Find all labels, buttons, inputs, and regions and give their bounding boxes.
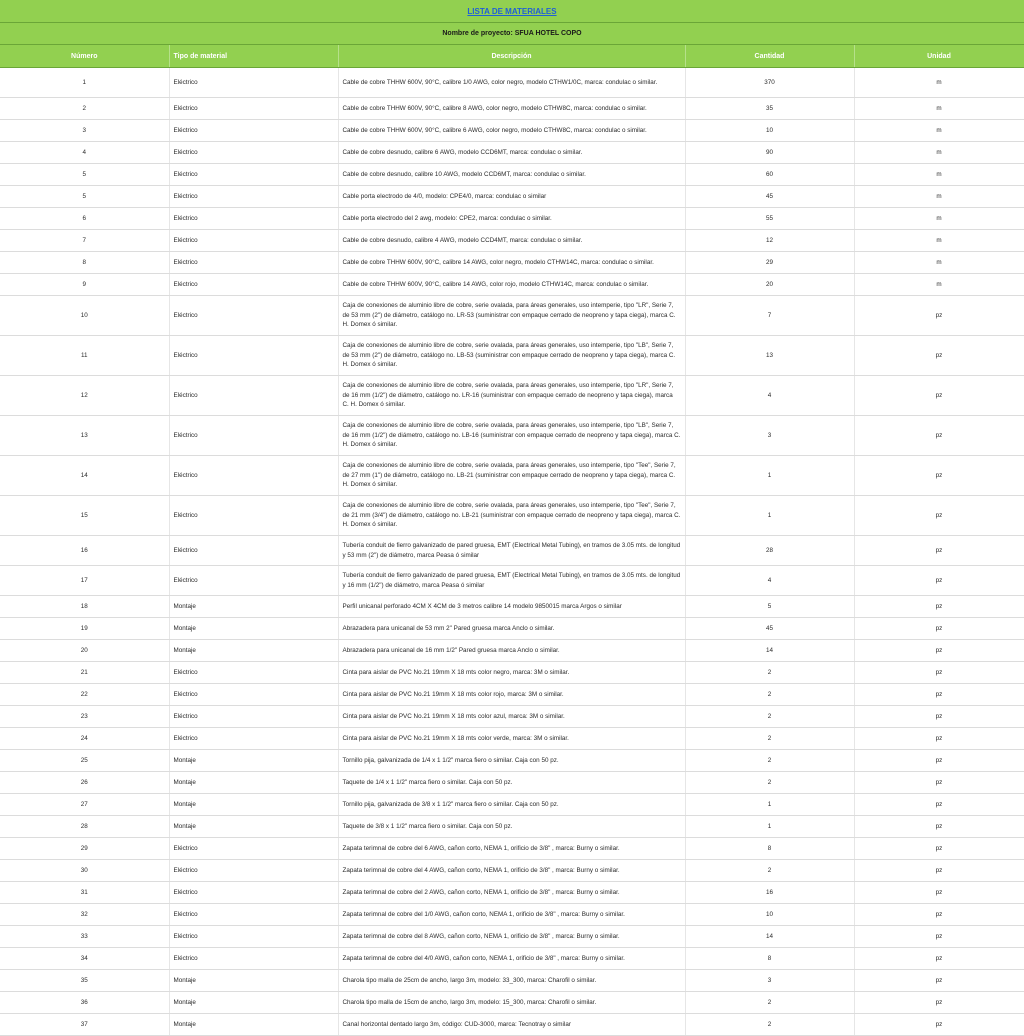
row-description: Caja de conexiones de aluminio libre de cobre, serie ovalada, para áreas generales, uso intemperie, tipo "Tee", Serie 7, de 27 mm (1") de diámetro, catálogo no. LB-21 (suministrar con empaque cerrado de neopreno y tapa ciega), marca C. H. Domex ó similar. [338,456,685,496]
row-number: 17 [0,566,169,596]
row-material-type: Montaje [169,970,338,992]
row-material-type: Eléctrico [169,296,338,336]
table-row [0,98,1024,120]
row-description: Cinta para aislar de PVC No.21 19mm X 18 mts color azul, marca: 3M o similar. [338,706,685,728]
row-number: 33 [0,926,169,948]
row-unit: pz [854,596,1024,618]
table-row [0,838,1024,860]
row-quantity: 8 [685,838,854,860]
header-numero: Número [0,45,169,68]
row-material-type: Eléctrico [169,926,338,948]
row-number: 18 [0,596,169,618]
row-description: Zapata terimnal de cobre del 1/0 AWG, cañon corto, NEMA 1, orificio de 3/8" , marca: Burny o similar. [338,904,685,926]
row-material-type: Eléctrico [169,728,338,750]
row-material-type: Eléctrico [169,566,338,596]
row-material-type: Montaje [169,772,338,794]
row-quantity: 2 [685,662,854,684]
row-description: Cinta para aislar de PVC No.21 19mm X 18 mts color negro, marca: 3M o similar. [338,662,685,684]
row-description: Cinta para aislar de PVC No.21 19mm X 18 mts color verde, marca: 3M o similar. [338,728,685,750]
row-unit: m [854,252,1024,274]
table-row [0,596,1024,618]
row-quantity: 2 [685,750,854,772]
row-unit: pz [854,794,1024,816]
row-number: 19 [0,618,169,640]
row-unit: pz [854,662,1024,684]
row-quantity: 5 [685,596,854,618]
row-description: Cable de cobre desnudo, calibre 6 AWG, modelo CCD6MT, marca: condulac o similar. [338,142,685,164]
row-number: 24 [0,728,169,750]
header-unidad: Unidad [854,45,1024,68]
table-row [0,948,1024,970]
row-number: 25 [0,750,169,772]
table-row [0,992,1024,1014]
row-unit: pz [854,948,1024,970]
row-description: Cable de cobre THHW 600V, 90°C, calibre 6 AWG, color negro, modelo CTHW8C, marca: condulac o similar. [338,120,685,142]
row-number: 9 [0,274,169,296]
row-number: 35 [0,970,169,992]
row-unit: m [854,208,1024,230]
row-material-type: Eléctrico [169,904,338,926]
row-unit: m [854,68,1024,98]
row-unit: pz [854,926,1024,948]
materials-table [0,45,1024,1036]
table-row [0,336,1024,376]
row-unit: pz [854,566,1024,596]
row-unit: pz [854,992,1024,1014]
table-row [0,706,1024,728]
row-number: 31 [0,882,169,904]
project-name: Nombre de proyecto: SFUA HOTEL COPO [0,23,1024,45]
row-unit: m [854,142,1024,164]
table-row [0,230,1024,252]
row-quantity: 60 [685,164,854,186]
row-description: Zapata terimnal de cobre del 6 AWG, cañon corto, NEMA 1, orificio de 3/8" , marca: Burny o similar. [338,838,685,860]
row-description: Cinta para aislar de PVC No.21 19mm X 18 mts color rojo, marca: 3M o similar. [338,684,685,706]
table-row [0,416,1024,456]
table-row [0,618,1024,640]
table-row [0,728,1024,750]
row-unit: pz [854,882,1024,904]
row-unit: pz [854,860,1024,882]
row-quantity: 90 [685,142,854,164]
row-description: Zapata terimnal de cobre del 4/0 AWG, cañon corto, NEMA 1, orificio de 3/8" , marca: Burny o similar. [338,948,685,970]
row-material-type: Eléctrico [169,230,338,252]
row-description: Tubería conduit de fierro galvanizado de pared gruesa, EMT (Electrical Metal Tubing), en tramos de 3.05 mts. de longitud y 53 mm (2") de diámetro, marca Peasa ó similar [338,536,685,566]
row-number: 32 [0,904,169,926]
row-number: 16 [0,536,169,566]
table-row [0,772,1024,794]
row-number: 14 [0,456,169,496]
table-row [0,662,1024,684]
table-row [0,566,1024,596]
table-row [0,970,1024,992]
row-description: Charola tipo malla de 25cm de ancho, largo 3m, modelo: 33_300, marca: Charofil o similar. [338,970,685,992]
row-quantity: 45 [685,618,854,640]
row-material-type: Eléctrico [169,838,338,860]
table-row [0,208,1024,230]
row-description: Taquete de 3/8 x 1 1/2" marca fiero o similar. Caja con 50 pz. [338,816,685,838]
row-number: 15 [0,496,169,536]
table-row [0,882,1024,904]
row-unit: pz [854,772,1024,794]
row-description: Taquete de 1/4 x 1 1/2" marca fiero o similar. Caja con 50 pz. [338,772,685,794]
row-description: Abrazadera para unicanal de 16 mm 1/2" Pared gruesa marca Anclo o similar. [338,640,685,662]
row-unit: pz [854,536,1024,566]
row-quantity: 13 [685,336,854,376]
row-quantity: 4 [685,376,854,416]
row-material-type: Eléctrico [169,456,338,496]
row-unit: pz [854,376,1024,416]
row-quantity: 20 [685,274,854,296]
table-row [0,860,1024,882]
row-material-type: Eléctrico [169,376,338,416]
table-row [0,816,1024,838]
row-quantity: 7 [685,296,854,336]
row-material-type: Eléctrico [169,336,338,376]
row-unit: m [854,186,1024,208]
table-row [0,456,1024,496]
row-number: 23 [0,706,169,728]
row-quantity: 4 [685,566,854,596]
row-unit: pz [854,728,1024,750]
table-row [0,536,1024,566]
row-quantity: 28 [685,536,854,566]
row-material-type: Eléctrico [169,662,338,684]
row-description: Cable de cobre THHW 600V, 90°C, calibre 1/0 AWG, color negro, modelo CTHW1/0C, marca: condulac o similar. [338,68,685,98]
row-material-type: Eléctrico [169,706,338,728]
row-unit: pz [854,838,1024,860]
row-number: 13 [0,416,169,456]
row-number: 5 [0,164,169,186]
row-quantity: 2 [685,772,854,794]
row-material-type: Eléctrico [169,416,338,456]
row-material-type: Eléctrico [169,98,338,120]
row-quantity: 3 [685,416,854,456]
table-row [0,376,1024,416]
table-row [0,926,1024,948]
row-number: 21 [0,662,169,684]
row-quantity: 1 [685,794,854,816]
row-unit: pz [854,970,1024,992]
row-number: 36 [0,992,169,1014]
row-description: Cable porta electrodo del 2 awg, modelo: CPE2, marca: condulac o similar. [338,208,685,230]
row-unit: pz [854,336,1024,376]
table-row [0,904,1024,926]
row-description: Caja de conexiones de aluminio libre de cobre, serie ovalada, para áreas generales, uso intemperie, tipo "LR", Serie 7, de 16 mm (1/2") de diámetro, catálogo no. LR-16 (suministrar con empaque cerrado de neopreno y tapa ciega), marca C. H. Domex ó similar. [338,376,685,416]
row-number: 28 [0,816,169,838]
sheet-title-link[interactable]: LISTA DE MATERIALES [467,6,557,16]
row-unit: pz [854,706,1024,728]
row-material-type: Eléctrico [169,186,338,208]
row-description: Canal horizontal dentado largo 3m, código: CUD-3000, marca: Tecnotray o similar [338,1014,685,1036]
row-description: Tornillo pija, galvanizada de 3/8 x 1 1/2" marca fiero o similar. Caja con 50 pz. [338,794,685,816]
row-material-type: Montaje [169,1014,338,1036]
row-description: Perfil unicanal perforado 4CM X 4CM de 3 metros calibre 14 modelo 9850015 marca Argos o similar [338,596,685,618]
row-unit: m [854,98,1024,120]
row-number: 7 [0,230,169,252]
row-description: Cable de cobre THHW 600V, 90°C, calibre 8 AWG, color negro, modelo CTHW8C, marca: condulac o similar. [338,98,685,120]
row-unit: pz [854,816,1024,838]
table-row [0,120,1024,142]
row-unit: m [854,164,1024,186]
row-material-type: Montaje [169,640,338,662]
row-quantity: 16 [685,882,854,904]
table-row [0,794,1024,816]
table-row [0,684,1024,706]
row-quantity: 2 [685,1014,854,1036]
row-description: Zapata terimnal de cobre del 2 AWG, cañon corto, NEMA 1, orificio de 3/8" , marca: Burny o similar. [338,882,685,904]
row-number: 11 [0,336,169,376]
table-row [0,186,1024,208]
row-number: 37 [0,1014,169,1036]
row-unit: pz [854,618,1024,640]
row-material-type: Montaje [169,992,338,1014]
table-row [0,68,1024,98]
row-description: Zapata terimnal de cobre del 4 AWG, cañon corto, NEMA 1, orificio de 3/8" , marca: Burny o similar. [338,860,685,882]
row-number: 5 [0,186,169,208]
row-unit: pz [854,496,1024,536]
row-unit: pz [854,750,1024,772]
row-quantity: 35 [685,98,854,120]
row-unit: pz [854,1014,1024,1036]
row-material-type: Eléctrico [169,252,338,274]
row-number: 1 [0,68,169,98]
row-quantity: 1 [685,456,854,496]
row-material-type: Eléctrico [169,496,338,536]
row-quantity: 55 [685,208,854,230]
row-number: 8 [0,252,169,274]
table-row [0,252,1024,274]
row-material-type: Eléctrico [169,164,338,186]
row-material-type: Eléctrico [169,120,338,142]
row-number: 30 [0,860,169,882]
row-material-type: Montaje [169,618,338,640]
row-quantity: 3 [685,970,854,992]
row-material-type: Eléctrico [169,948,338,970]
row-number: 4 [0,142,169,164]
row-unit: m [854,274,1024,296]
row-material-type: Eléctrico [169,142,338,164]
row-quantity: 29 [685,252,854,274]
table-row [0,274,1024,296]
row-description: Cable de cobre THHW 600V, 90°C, calibre 14 AWG, color negro, modelo CTHW14C, marca: condulac o similar. [338,252,685,274]
row-quantity: 10 [685,120,854,142]
table-row [0,750,1024,772]
row-description: Caja de conexiones de aluminio libre de cobre, serie ovalada, para áreas generales, uso intemperie, tipo "Tee", Serie 7, de 21 mm (3/4") de diámetro, catálogo no. LB-21 (suministrar con empaque cerrado de neopreno y tapa ciega), marca C. H. Domex ó similar. [338,496,685,536]
row-quantity: 45 [685,186,854,208]
row-number: 20 [0,640,169,662]
row-quantity: 2 [685,706,854,728]
table-row [0,142,1024,164]
row-unit: pz [854,904,1024,926]
row-material-type: Eléctrico [169,68,338,98]
row-description: Caja de conexiones de aluminio libre de cobre, serie ovalada, para áreas generales, uso intemperie, tipo "LB", Serie 7, de 16 mm (1/2") de diámetro, catálogo no. LB-16 (suministrar con empaque cerrado de neopreno y tapa ciega), marca C. H. Domex ó similar. [338,416,685,456]
table-row [0,496,1024,536]
row-description: Cable de cobre THHW 600V, 90°C, calibre 14 AWG, color rojo, modelo CTHW14C, marca: condulac o similar. [338,274,685,296]
table-row [0,1014,1024,1036]
row-unit: pz [854,296,1024,336]
row-material-type: Eléctrico [169,208,338,230]
row-number: 26 [0,772,169,794]
row-material-type: Eléctrico [169,860,338,882]
row-material-type: Eléctrico [169,882,338,904]
row-description: Cable de cobre desnudo, calibre 4 AWG, modelo CCD4MT, marca: condulac o similar. [338,230,685,252]
row-unit: pz [854,684,1024,706]
row-material-type: Eléctrico [169,536,338,566]
row-description: Abrazadera para unicanal de 53 mm 2" Pared gruesa marca Anclo o similar. [338,618,685,640]
header-cantidad: Cantidad [685,45,854,68]
header-descripcion: Descripción [338,45,685,68]
row-material-type: Eléctrico [169,274,338,296]
table-row [0,296,1024,336]
row-quantity: 14 [685,640,854,662]
row-number: 34 [0,948,169,970]
row-quantity: 10 [685,904,854,926]
row-quantity: 2 [685,684,854,706]
row-description: Cable de cobre desnudo, calibre 10 AWG, modelo CCD6MT, marca: condulac o similar. [338,164,685,186]
row-quantity: 8 [685,948,854,970]
row-number: 29 [0,838,169,860]
row-description: Zapata terimnal de cobre del 8 AWG, cañon corto, NEMA 1, orificio de 3/8" , marca: Burny o similar. [338,926,685,948]
row-unit: m [854,230,1024,252]
row-material-type: Eléctrico [169,684,338,706]
row-description: Tornillo pija, galvanizada de 1/4 x 1 1/2" marca fiero o similar. Caja con 50 pz. [338,750,685,772]
row-number: 2 [0,98,169,120]
row-quantity: 12 [685,230,854,252]
row-unit: pz [854,640,1024,662]
row-quantity: 2 [685,860,854,882]
row-number: 27 [0,794,169,816]
row-material-type: Montaje [169,816,338,838]
row-description: Charola tipo malla de 15cm de ancho, largo 3m, modelo: 15_300, marca: Charofil o similar. [338,992,685,1014]
header-tipo: Tipo de material [169,45,338,68]
row-number: 6 [0,208,169,230]
row-quantity: 1 [685,816,854,838]
row-number: 12 [0,376,169,416]
row-quantity: 2 [685,992,854,1014]
row-number: 3 [0,120,169,142]
header-row [0,45,1024,68]
row-description: Cable porta electrodo de 4/0, modelo: CPE4/0, marca: condulac o similar [338,186,685,208]
row-number: 10 [0,296,169,336]
row-unit: pz [854,456,1024,496]
row-description: Caja de conexiones de aluminio libre de cobre, serie ovalada, para áreas generales, uso intemperie, tipo "LB", Serie 7, de 53 mm (2") de diámetro, catálogo no. LB-53 (suministrar con empaque cerrado de neopreno y tapa ciega), marca C. H. Domex ó similar. [338,336,685,376]
row-material-type: Montaje [169,794,338,816]
row-description: Tubería conduit de fierro galvanizado de pared gruesa, EMT (Electrical Metal Tubing), en tramos de 3.05 mts. de longitud y 16 mm (1/2") de diámetro, marca Peasa ó similar [338,566,685,596]
row-quantity: 370 [685,68,854,98]
row-description: Caja de conexiones de aluminio libre de cobre, serie ovalada, para áreas generales, uso intemperie, tipo "LR", Serie 7, de 53 mm (2") de diámetro, catálogo no. LR-53 (suministrar con empaque cerrado de neopreno y tapa ciega), marca C. H. Domex ó similar. [338,296,685,336]
row-quantity: 2 [685,728,854,750]
table-row [0,640,1024,662]
row-quantity: 14 [685,926,854,948]
row-material-type: Montaje [169,596,338,618]
table-row [0,164,1024,186]
row-quantity: 1 [685,496,854,536]
title-bar [0,0,1024,23]
row-material-type: Montaje [169,750,338,772]
table-body [0,68,1024,1036]
row-number: 22 [0,684,169,706]
row-unit: pz [854,416,1024,456]
row-unit: m [854,120,1024,142]
